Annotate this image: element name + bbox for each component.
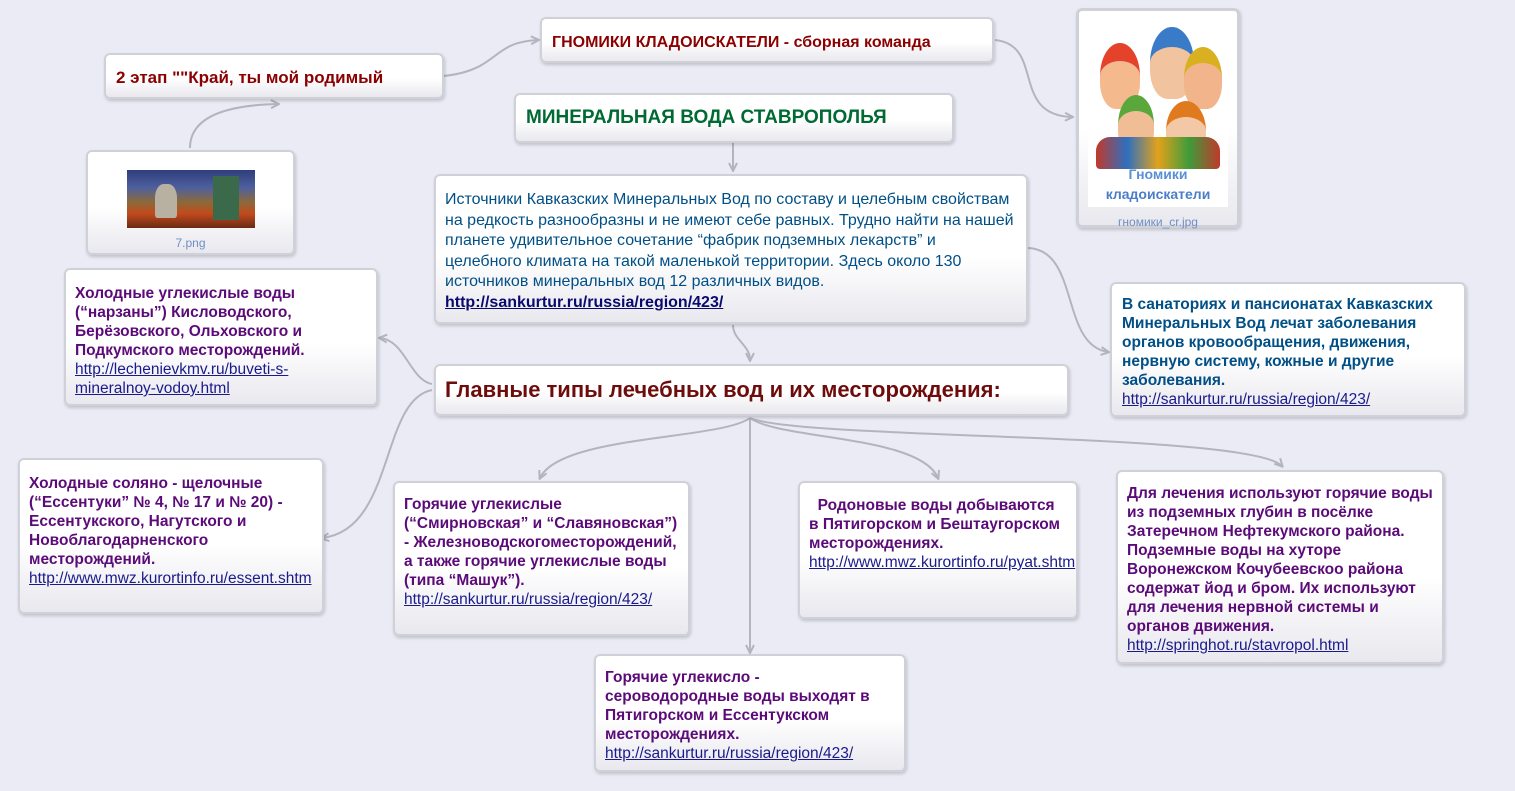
team-node[interactable] xyxy=(540,17,994,63)
essentuki-node[interactable] xyxy=(18,458,324,614)
sources-link[interactable]: http://sankurtur.ru/russia/region/423/ xyxy=(445,293,724,311)
hot-hydrosulfide-node[interactable] xyxy=(594,654,906,772)
hot-carbonic-link[interactable]: http://sankurtur.ru/russia/region/423/ xyxy=(404,591,653,608)
gnome-picture xyxy=(1088,19,1228,207)
radon-text: Родоновые воды добываются в Пятигорском и Бештаугорском месторождениях. xyxy=(809,497,1065,552)
neftekumsk-text: Для лечения используют горячие воды из подземных глубин в посёлке Затеречном Нефтекумского района. Подземные воды на хуторе Воронежском Кочубеевскоо района содержат йод и бром. Их используют для лечения нервной системы и органов движения. xyxy=(1127,485,1433,635)
link-main-to-radon xyxy=(750,418,938,478)
neftekumsk-node[interactable] xyxy=(1116,470,1444,664)
sanatorium-link[interactable]: http://sankurtur.ru/russia/region/423/ xyxy=(1122,391,1371,408)
gnome-overlay-line2: кладоискатели xyxy=(1105,186,1211,202)
narzan-link[interactable]: http://lechenievkmv.ru/buveti-s-mineralnoy-vodoy.html xyxy=(75,361,289,397)
main-types-node[interactable] xyxy=(434,364,1069,416)
painting-picture xyxy=(127,170,255,228)
gnome-overlay-line1: Гномики xyxy=(1128,166,1188,182)
narzan-node[interactable] xyxy=(64,268,378,406)
link-sources-to-sanatorium xyxy=(1028,248,1108,352)
neftekumsk-link[interactable]: http://springhot.ru/stavropol.html xyxy=(1127,637,1349,654)
sources-text: Источники Кавказских Минеральных Вод по составу и целебным свойствам на редкость разнообразны и не имеют себе равных. Трудно найти на нашей планете удивительное сочетание “фабрик подземных лекарств” и целебного климата на такой маленькой территории. Здесь около 130 источников минеральных вод 12 различных видов. xyxy=(445,191,1014,290)
link-main-to-hot-carbonic xyxy=(540,418,750,478)
mineral-title-label: МИНЕРАЛЬНАЯ ВОДА СТАВРОПОЛЬЯ xyxy=(526,107,887,128)
mineral-title-node[interactable] xyxy=(514,93,954,143)
hot-hydrosulfide-link[interactable]: http://sankurtur.ru/russia/region/423/ xyxy=(605,745,854,762)
stage-node[interactable] xyxy=(104,53,444,99)
essentuki-link[interactable]: http://www.mwz.kurortinfo.ru/essent.shtm xyxy=(29,570,312,587)
team-label: ГНОМИКИ КЛАДОИСКАТЕЛИ - сборная команда xyxy=(552,34,931,51)
radon-node[interactable] xyxy=(798,481,1078,619)
link-sources-to-main xyxy=(733,325,750,360)
narzan-text: Холодные углекислые воды (“нарзаны”) Кисловодского, Берёзовского, Ольховского и Подкумского месторождений. xyxy=(75,285,305,359)
gnome-figure-3 xyxy=(1184,47,1222,109)
main-types-label: Главные типы лечебных вод и их месторождения: xyxy=(445,377,1001,402)
painting-figure xyxy=(155,184,177,218)
link-painting-to-stage xyxy=(190,104,278,148)
hot-carbonic-node[interactable] xyxy=(393,481,690,636)
link-team-to-gnome-image xyxy=(995,40,1072,117)
gnome-image-node[interactable] xyxy=(1076,8,1240,228)
sanatorium-text: В санаториях и пансионатах Кавказских Минеральных Вод лечат заболевания органов кровообращения, движения, нервную систему, кожные и другие заболевания. xyxy=(1122,296,1433,389)
radon-link[interactable]: http://www.mwz.kurortinfo.ru/pyat.shtm xyxy=(809,554,1076,571)
link-main-to-narzan xyxy=(380,338,432,384)
sanatorium-node[interactable] xyxy=(1110,282,1466,417)
hot-hydrosulfide-text: Горячие углекисло - сероводородные воды выходят в Пятигорском и Ессентукском месторождениях. xyxy=(605,669,870,743)
painting-structure xyxy=(213,176,239,220)
essentuki-text: Холодные соляно - щелочные (“Ессентуки” № 4, № 17 и № 20) - Ессентукского, Нагутского и Новоблагодарненского месторождений. xyxy=(29,475,283,568)
link-main-to-neftekumsk xyxy=(750,418,1282,466)
painting-image-caption: 7.png xyxy=(175,236,206,250)
sources-node[interactable] xyxy=(434,174,1028,324)
stage-label: 2 этап ""Край, ты мой родимый xyxy=(116,68,384,87)
hot-carbonic-text: Горячие углекислые (“Смирновская” и “Славяновская”) - Железноводскогоместорождений, а также горячие углекислые воды (типа “Машук”). xyxy=(404,496,678,589)
painting-image-node[interactable] xyxy=(86,150,295,255)
gnome-image-caption: гномики_cr.jpg xyxy=(1118,215,1198,229)
link-stage-to-team xyxy=(444,40,538,76)
